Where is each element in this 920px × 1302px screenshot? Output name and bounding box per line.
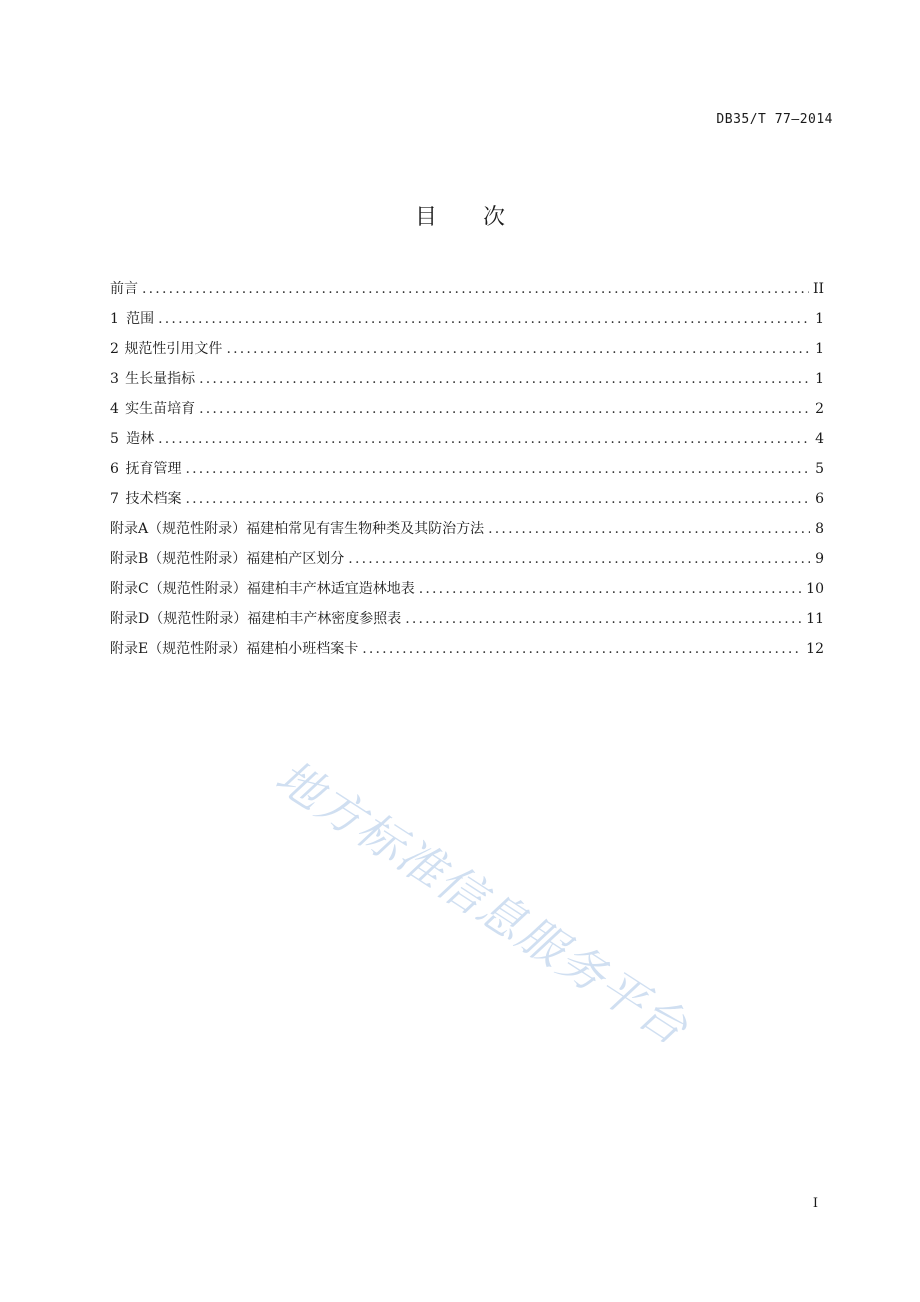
toc-number: 5 (110, 431, 119, 447)
dot-leader (158, 308, 810, 330)
toc-label: 福建柏丰产林密度参照表 (247, 611, 402, 627)
toc-page: 2 (815, 401, 824, 417)
toc-number: 1 (110, 311, 119, 327)
dot-leader (199, 368, 810, 390)
page-number: I (812, 1196, 818, 1211)
toc-label: 福建柏丰产林适宜造林地表 (246, 581, 415, 597)
annex-prefix: 附录D（规范性附录） (110, 611, 248, 627)
toc-entry-normative-references[interactable] (110, 338, 824, 368)
dot-leader (419, 578, 802, 600)
dot-leader (185, 458, 810, 480)
toc-entry-scope[interactable] (110, 308, 824, 338)
toc-label: 范围 (126, 311, 155, 327)
toc-number: 3 (110, 371, 119, 387)
annex-prefix: 附录E（规范性附录） (110, 641, 247, 657)
toc-entry-foreword[interactable] (110, 278, 824, 308)
toc-page: 1 (815, 341, 824, 357)
toc-page: 1 (815, 371, 824, 387)
toc-label: 福建柏小班档案卡 (246, 641, 359, 657)
toc-entry-annex-a[interactable] (110, 518, 824, 548)
toc-label: 规范性引用文件 (124, 341, 223, 357)
toc-entry-annex-e[interactable] (110, 638, 824, 668)
toc-label: 抚育管理 (125, 461, 182, 477)
dot-leader (348, 548, 810, 570)
annex-prefix: 附录A（规范性附录） (110, 521, 247, 537)
document-code: DB35/T 77—2014 (716, 112, 833, 127)
toc-number: 2 (110, 341, 119, 357)
toc-label: 福建柏产区划分 (246, 551, 345, 567)
toc-page: 6 (815, 491, 824, 507)
toc-page: 4 (815, 431, 824, 447)
toc-page: 5 (815, 461, 824, 477)
toc-page: II (812, 281, 824, 297)
toc-number: 7 (110, 491, 119, 507)
toc-entry-growth-indicators[interactable] (110, 368, 824, 398)
toc-page: 1 (815, 311, 824, 327)
toc-entry-annex-c[interactable] (110, 578, 824, 608)
toc-entry-seedling-cultivation[interactable] (110, 398, 824, 428)
dot-leader (142, 278, 809, 300)
dot-leader (226, 338, 810, 360)
toc-number: 4 (110, 401, 119, 417)
toc-page: 10 (806, 581, 824, 597)
table-of-contents (110, 278, 824, 668)
title-char-2: 次 (483, 205, 506, 230)
dot-leader (362, 638, 802, 660)
annex-prefix: 附录C（规范性附录） (110, 581, 247, 597)
toc-page: 11 (806, 611, 824, 627)
toc-label: 实生苗培育 (125, 401, 196, 417)
toc-page: 12 (806, 641, 824, 657)
toc-entry-technical-records[interactable] (110, 488, 824, 518)
toc-entry-tending-management[interactable] (110, 458, 824, 488)
dot-leader (488, 518, 810, 540)
dot-leader (158, 428, 810, 450)
toc-entry-annex-d[interactable] (110, 608, 824, 638)
toc-label: 生长量指标 (125, 371, 196, 387)
toc-entry-annex-b[interactable] (110, 548, 824, 578)
toc-label: 技术档案 (125, 491, 182, 507)
toc-page: 9 (815, 551, 824, 567)
toc-page: 8 (815, 521, 824, 537)
dot-leader (405, 608, 802, 630)
dot-leader (199, 398, 810, 420)
toc-number: 6 (110, 461, 119, 477)
page-title (0, 200, 920, 231)
annex-prefix: 附录B（规范性附录） (110, 551, 247, 567)
title-char-1: 目 (414, 205, 437, 230)
toc-label: 前言 (110, 281, 138, 297)
watermark: 地方标准信息服务平台 (266, 749, 699, 1056)
toc-label: 造林 (126, 431, 155, 447)
dot-leader (185, 488, 810, 510)
toc-entry-afforestation[interactable] (110, 428, 824, 458)
toc-label: 福建柏常见有害生物种类及其防治方法 (246, 521, 485, 537)
